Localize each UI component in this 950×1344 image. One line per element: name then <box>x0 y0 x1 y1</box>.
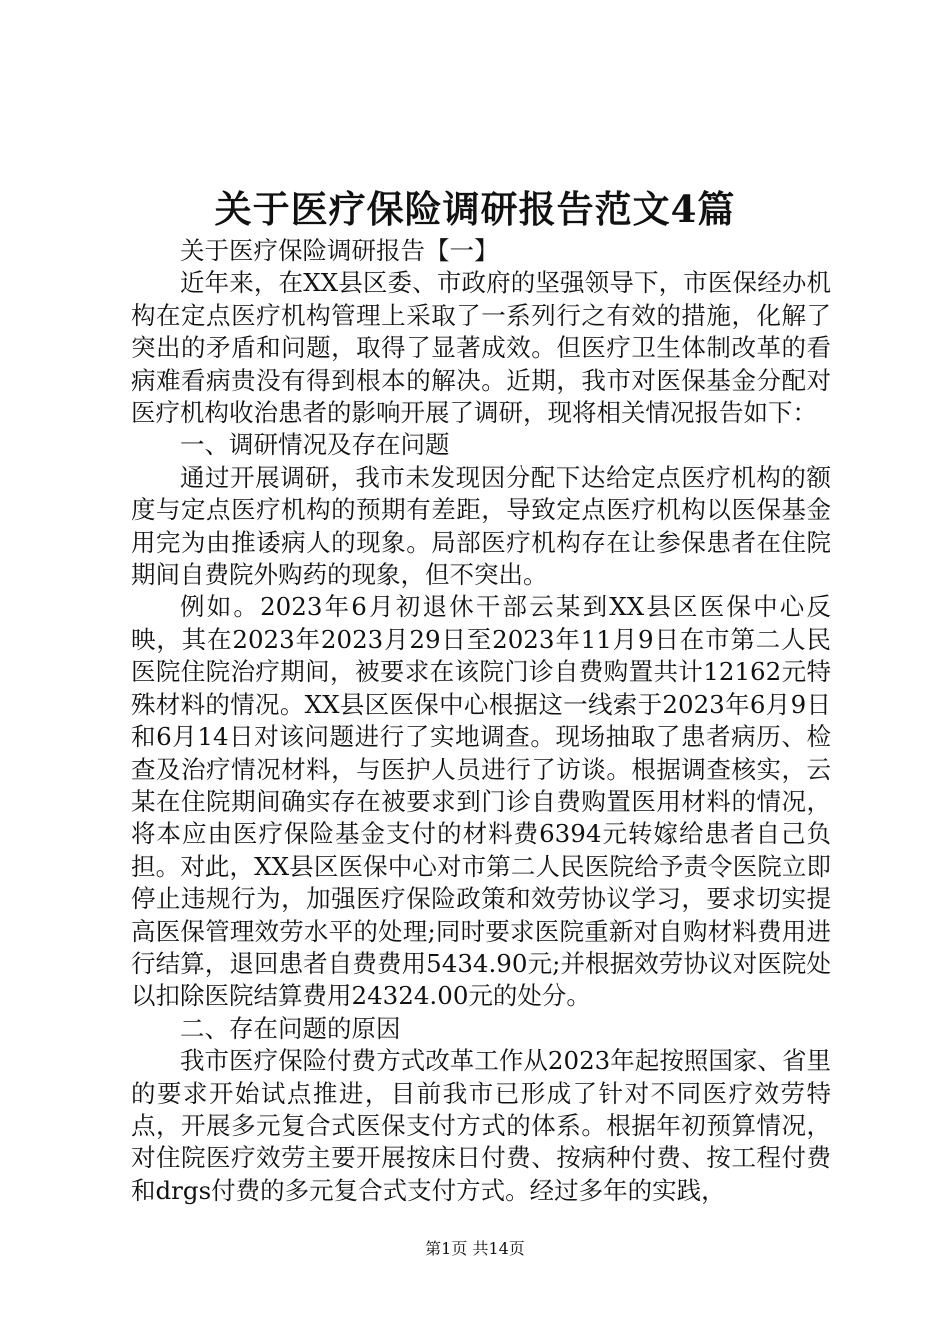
document-body <box>131 235 831 1207</box>
section-heading: 一、调研情况及存在问题 <box>180 430 450 460</box>
body-paragraph: 我市医疗保险付费方式改革工作从2023年起按照国家、省里的要求开始试点推进，目前我市已形成了针对不同医疗效劳特点，开展多元复合式医保支付方式的体系。根据年初预算情况，对住院医疗效劳主要开展按床日付费、按病种付费、按工程付费和drgs付费的多元复合式支付方式。经过多年的实践， <box>131 1046 831 1205</box>
page-footer: 第1页 共14页 <box>425 1239 525 1258</box>
section-heading: 关于医疗保险调研报告【一】 <box>180 236 499 265</box>
body-paragraph: 通过开展调研，我市未发现因分配下达给定点医疗机构的额度与定点医疗机构的预期有差距，导致定点医疗机构以医保基金用完为由推诿病人的现象。局部医疗机构存在让参保患者在住院期间自费院外购药的现象，但不突出。 <box>131 462 831 590</box>
document-title: 关于医疗保险调研报告范文4篇 <box>214 187 736 231</box>
body-paragraph: 近年来，在XX县区委、市政府的坚强领导下，市医保经办机构在定点医疗机构管理上采取了一系列行之有效的措施，化解了突出的矛盾和问题，取得了显著成效。但医疗卫生体制改革的看病难看病贵没有得到根本的解决。近期，我市对医保基金分配对医疗机构收治患者的影响开展了调研，现将相关情况报告如下： <box>131 268 831 428</box>
section-heading: 二、存在问题的原因 <box>180 1013 401 1043</box>
body-paragraph: 例如。2023年6月初退休干部云某到XX县区医保中心反映，其在2023年2023月29日至2023年11月9日在市第二人民医院住院治疗期间，被要求在该院门诊自费购置共计12162元特殊材料的情况。XX县区医保中心根据这一线索于2023年6月9日和6月14日对该问题进行了实地调查。现场抽取了患者病历、检查及治疗情况材料，与医护人员进行了访谈。根据调查核实，云某在住院期间确实存在被要求到门诊自费购置医用材料的情况，将本应由医疗保险基金支付的材料费6394元转嫁给患者自己负担。对此，XX县区医保中心对市第二人民医院给予责令医院立即停止违规行为，加强医疗保险政策和效劳协议学习，要求切实提高医保管理效劳水平的处理;同时要求医院重新对自购材料费用进行结算，退回患者自费费用5434.90元;并根据效劳协议对医院处以扣除医院结算费用24324.00元的处分。 <box>131 592 831 1011</box>
